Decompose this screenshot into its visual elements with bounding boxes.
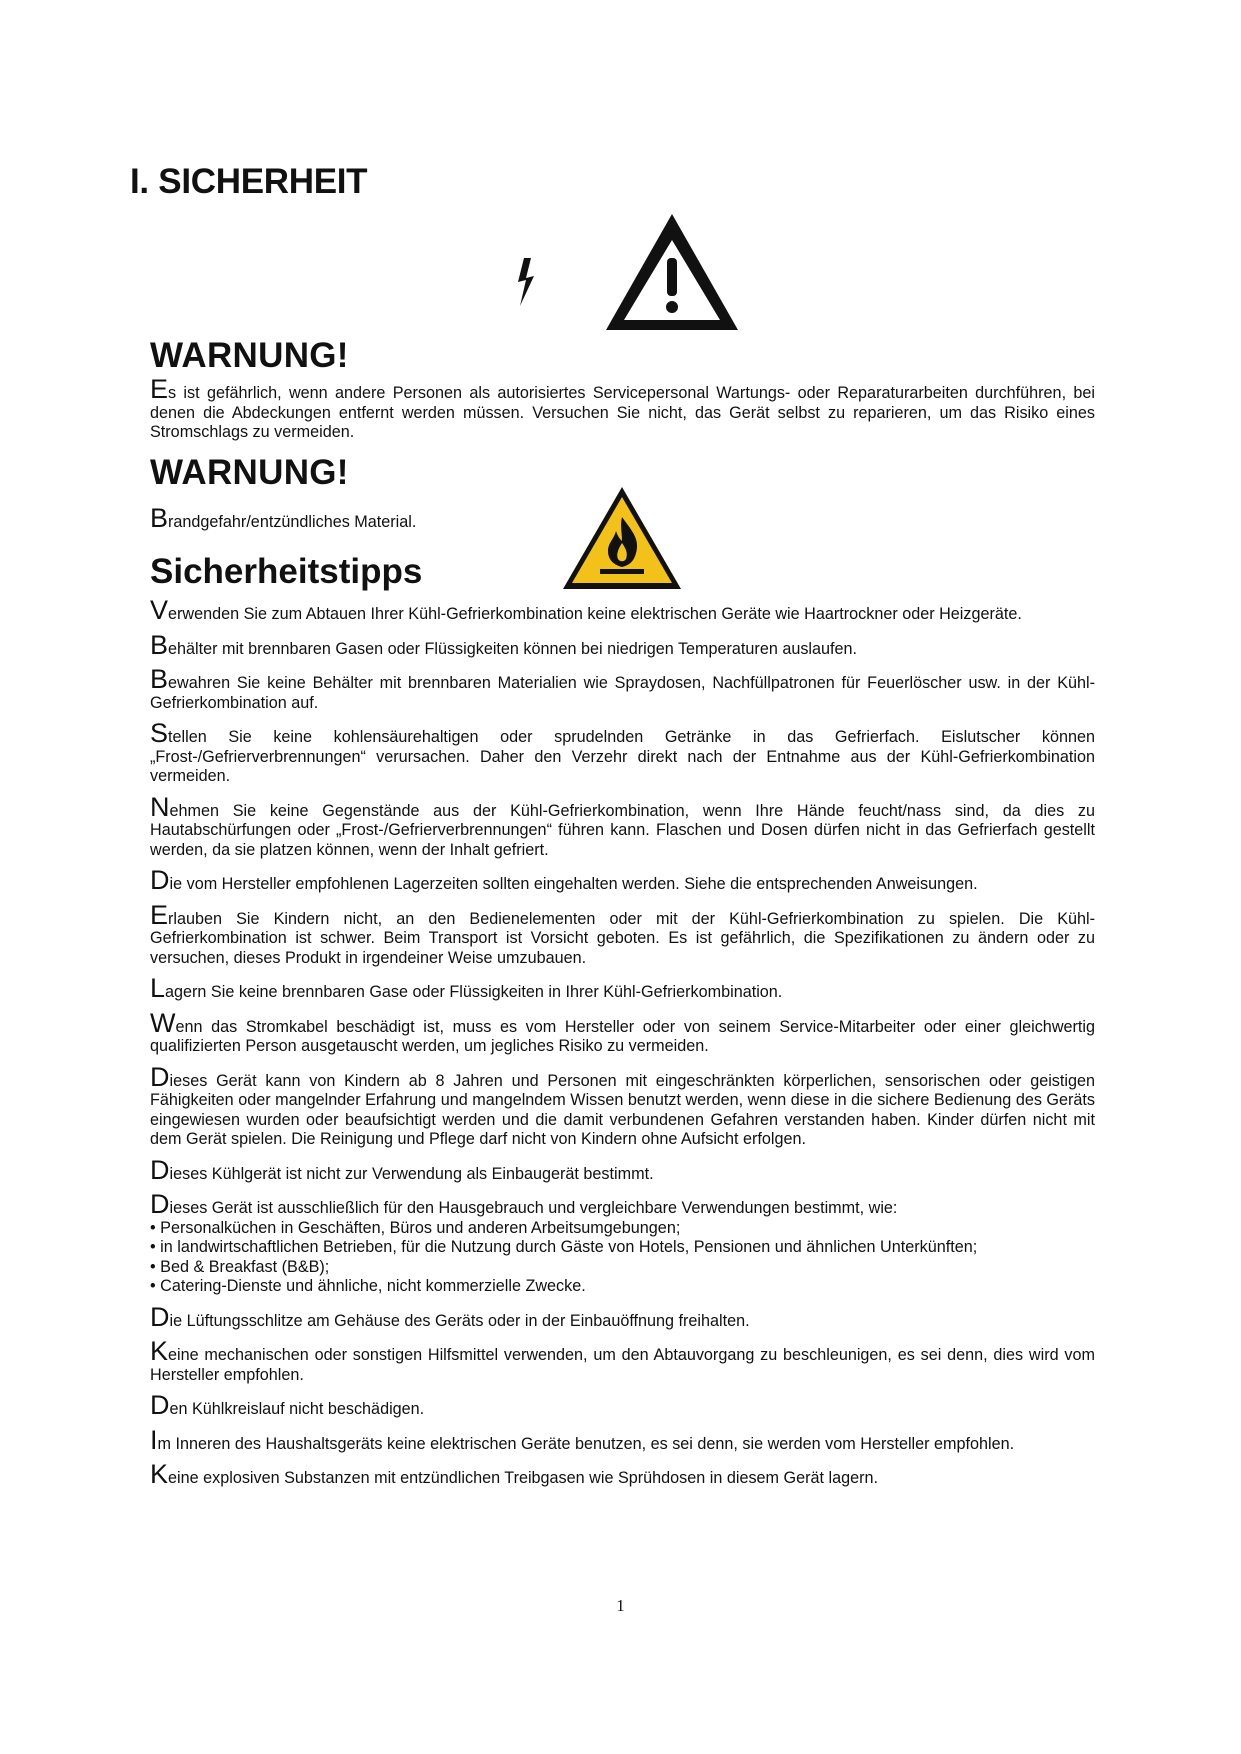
drop-cap: V [150, 595, 169, 625]
list-item [150, 973, 1095, 1003]
page-title: I. SICHERHEIT [130, 162, 368, 201]
list-item [150, 1390, 1095, 1420]
bullet-item: • Bed & Breakfast (B&B); [150, 1257, 330, 1276]
list-item [150, 1189, 1095, 1297]
tip-text: ehmen Sie keine Gegenstände aus der Kühl-Gefrierkombination, wenn Ihre Hände feucht/nass sind, da dies zu Hautabschürfungen oder „Frost-/Gefrierverbrennungen“ führen kann. Flaschen und Dosen dürfen nicht in das Gefrierfach gestellt werden, da sie platzen können, wenn der Inhalt gefriert. [150, 801, 1095, 859]
drop-cap: L [150, 973, 166, 1003]
drop-cap: D [150, 865, 170, 895]
list-item [150, 629, 1095, 660]
bullet-item: • in landwirtschaftlichen Betrieben, für die Nutzung durch Gäste von Hotels, Pensionen und ähnlichen Unterkünften; [150, 1238, 978, 1256]
list-item [150, 865, 1095, 895]
list-item [150, 1061, 1095, 1150]
drop-cap: D [150, 1390, 170, 1420]
page-number: 1 [616, 1596, 625, 1615]
list-item [150, 1336, 1095, 1385]
list-item [150, 1007, 1095, 1057]
drop-cap: W [150, 1007, 176, 1038]
tip-text: eine mechanischen oder sonstigen Hilfsmittel verwenden, um den Abtauvorgang zu beschleunigen, es sei denn, dies wird vom Hersteller empfohlen. [150, 1346, 1095, 1384]
tip-text: rlauben Sie Kindern nicht, an den Bedienelementen oder mit der Kühl-Gefrierkombination zu spielen. Die Kühl-Gefrierkombination ist schwer. Beim Transport ist Vorsicht geboten. Es ist gefährlich, die Spezifikationen zu ändern oder zu versuchen, dieses Produkt in irgendeiner Weise umzubauen. [150, 909, 1095, 967]
tips-list [150, 595, 1095, 1501]
list-item [150, 791, 1095, 861]
drop-cap: D [150, 1301, 170, 1332]
drop-cap: B [150, 629, 169, 660]
tip-text: ieses Gerät ist ausschließlich für den Hausgebrauch und vergleichbare Verwendungen bestimmt, wie: [169, 1199, 898, 1217]
drop-cap: D [150, 1189, 170, 1219]
tip-text: ieses Gerät kann von Kindern ab 8 Jahren und Personen mit eingeschränkten körperlichen, sensorischen oder geistigen Fähigkeiten oder mangelnder Erfahrung und mangelndem Wissen benutzt werden, wenn diese in die sichere Bedienung des Geräts eingewiesen wurden oder beaufsichtigt werden und die damit verbundenen Gefahren verstanden haben. Kinder dürfen nicht mit dem Gerät spielen. Die Reinigung und Pflege darf nicht von Kindern ohne Aufsicht erfolgen. [150, 1071, 1095, 1148]
bullet-list [150, 1219, 1095, 1297]
list-item [150, 1459, 1095, 1489]
tip-text: erwenden Sie zum Abtauen Ihrer Kühl-Gefrierkombination keine elektrischen Geräte wie Haartrockner oder Heizgeräte. [168, 605, 1022, 623]
drop-cap: D [150, 1061, 170, 1092]
tip-text: eine explosiven Substanzen mit entzündlichen Treibgasen wie Sprühdosen in diesem Gerät lagern. [168, 1469, 878, 1487]
warning-icons [500, 210, 760, 340]
tip-text: ehälter mit brennbaren Gasen oder Flüssigkeiten können bei niedrigen Temperaturen auslaufen. [168, 639, 858, 658]
drop-cap: B [150, 664, 169, 694]
warning-text-1-body: s ist gefährlich, wenn andere Personen als autorisiertes Servicepersonal Wartungs- oder Reparaturarbeiten durchführen, bei denen die Abdeckungen entfernt werden müssen. Versuchen Sie nicht, das Gerät selbst zu reparieren, um das Risiko eines Stromschlags zu vermeiden. [150, 384, 1095, 441]
tip-text: ewahren Sie keine Behälter mit brennbaren Materialien wie Spraydosen, Nachfüllpatronen für Feuerlöscher usw. in der Kühl-Gefrierkombination auf. [150, 674, 1095, 712]
tip-text: ie Lüftungsschlitze am Gehäuse des Geräts oder in der Einbauöffnung freihalten. [169, 1311, 750, 1330]
drop-cap: K [150, 1459, 169, 1489]
lightning-bolt-icon [518, 258, 534, 306]
list-item [150, 1154, 1095, 1185]
bullet-item: • Catering-Dienste und ähnliche, nicht kommerzielle Zwecke. [150, 1277, 586, 1295]
drop-cap: N [150, 791, 170, 822]
tips-heading: Sicherheitstipps [150, 552, 423, 591]
drop-cap: E [150, 899, 169, 930]
list-item [150, 1424, 1095, 1455]
list-item [150, 1301, 1095, 1332]
list-item [150, 899, 1095, 969]
list-item [150, 664, 1095, 713]
drop-cap: E [150, 374, 169, 404]
drop-cap: K [150, 1336, 169, 1366]
tip-text: enn das Stromkabel beschädigt ist, muss es vom Hersteller oder von seinem Service-Mitarbeiter oder einer gleichwertig qualifizierten Person ausgetauscht werden, um jegliches Risiko zu vermeiden. [150, 1017, 1095, 1055]
warning-heading-2: WARNUNG! [150, 453, 349, 492]
tip-text: ieses Kühlgerät ist nicht zur Verwendung als Einbaugerät bestimmt. [169, 1164, 654, 1183]
drop-cap: D [150, 1154, 170, 1185]
tip-text: m Inneren des Haushaltsgeräts keine elektrischen Geräte benutzen, es sei denn, sie werden vom Hersteller empfohlen. [157, 1434, 1015, 1453]
flammable-warning-icon [560, 483, 685, 593]
tip-text: ie vom Hersteller empfohlenen Lagerzeiten sollten eingehalten werden. Siehe die entsprechenden Anweisungen. [169, 875, 978, 893]
bullet-item: • Personalküchen in Geschäften, Büros und anderen Arbeitsumgebungen; [150, 1218, 681, 1237]
tip-text: tellen Sie keine kohlensäurehaltigen oder sprudelnden Getränke in das Gefrierfach. Eislutscher können „Frost-/Gefrierverbrennungen“ verursachen. Daher den Verzehr direkt nach der Entnahme aus der Kühl-Gefrierkombination vermeiden. [150, 728, 1095, 785]
list-item [150, 718, 1095, 787]
warning-triangle-icon [606, 214, 738, 330]
drop-cap: B [150, 503, 169, 533]
warning-text-1 [150, 374, 1095, 443]
warning-text-2-body: randgefahr/entzündliches Material. [168, 513, 417, 531]
tip-text: agern Sie keine brennbaren Gase oder Flüssigkeiten in Ihrer Kühl-Gefrierkombination. [165, 983, 783, 1001]
list-item [150, 595, 1095, 625]
drop-cap: I [150, 1424, 158, 1455]
tip-text: en Kühlkreislauf nicht beschädigen. [169, 1400, 425, 1418]
drop-cap: S [150, 718, 169, 748]
warning-heading-1: WARNUNG! [150, 336, 349, 375]
